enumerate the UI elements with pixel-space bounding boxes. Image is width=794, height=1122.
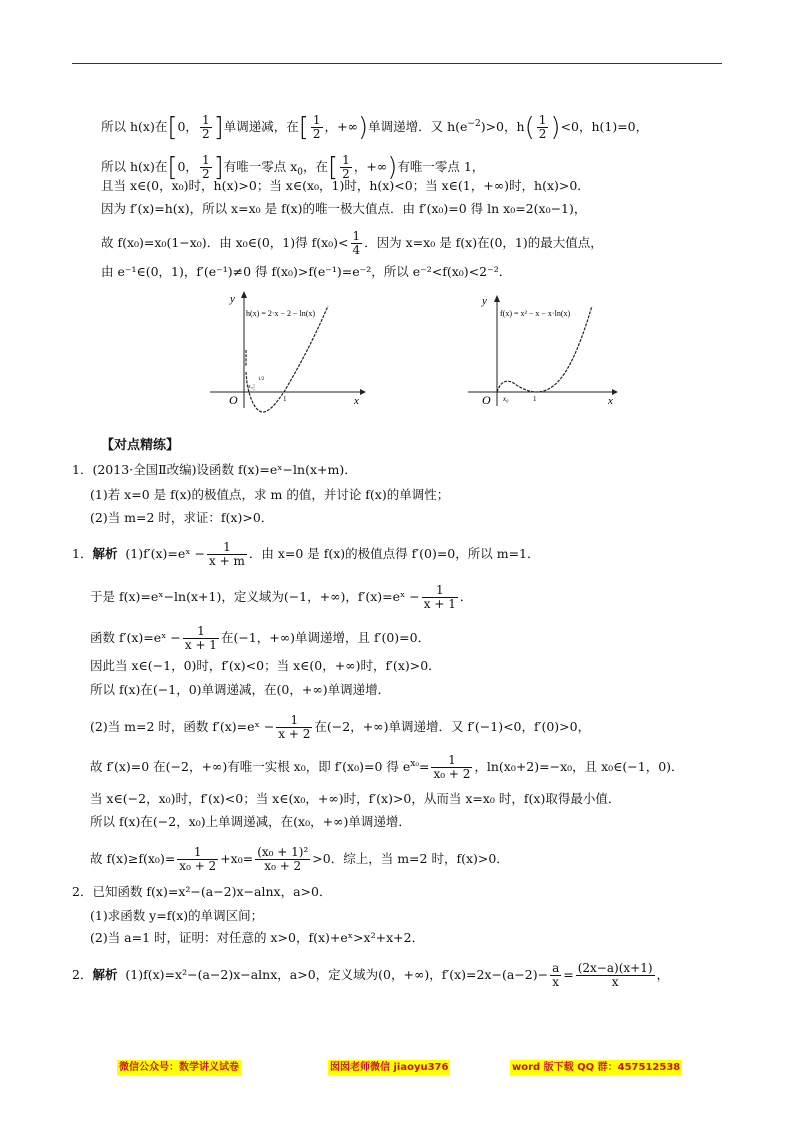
text-line: 所以 h(x)在[0， $\frac{1}{2}$ ]有唯一零点 $x_0$，在[ $\frac{1}{2}$ ，+∞)有唯一零点 1， xyxy=(101,152,485,183)
footer-qq-group: word 版下载 QQ 群：457512538 xyxy=(512,1062,681,1073)
text: >0．综上，当 m=2 时，f(x)>0． xyxy=(312,851,509,866)
text: 在(−2，+∞)单调递增．又 f′(−1)<0，f′(0)>0， xyxy=(314,719,591,734)
text: ， xyxy=(656,967,670,982)
header-rule xyxy=(72,63,722,64)
problem-1-part-2: (2)当 m=2 时，求证：f(x)>0． xyxy=(90,510,274,525)
fraction: $\frac{1}{\text{x₀ + 2}}$ xyxy=(179,845,217,873)
origin-label: O xyxy=(229,393,238,407)
fraction: $\frac{1}{\text{x₀ + 2}}$ xyxy=(433,753,471,781)
curve xyxy=(497,306,592,392)
footer-teacher: 囡囡老师微信 jiaoyu376 xyxy=(330,1062,449,1073)
x-label: x xyxy=(608,395,613,407)
solution-label: 解析 xyxy=(92,546,118,561)
bracket: ) xyxy=(550,112,561,143)
solution-1-line: 当 x∈(−2，x₀)时，f′(x)<0；当 x∈(x₀，+∞)时，f′(x)>0，从而当 x=x₀ 时，f(x)取得最小值． xyxy=(90,791,621,806)
solution-1-line xyxy=(90,625,430,652)
bracket: [ xyxy=(298,112,309,143)
text: 所以 h(x)在 xyxy=(101,159,168,174)
one-label: 1 xyxy=(283,395,287,403)
fraction: $\frac{1}{2}$ xyxy=(342,153,350,181)
text: 2． xyxy=(72,967,93,982)
solution-1-line xyxy=(90,846,509,873)
text: = xyxy=(563,967,574,982)
bracket: [ xyxy=(328,152,339,183)
problem-1: 1．(2013·全国Ⅱ改编)设函数 f(x)=eˣ−ln(x+m)． xyxy=(72,462,357,477)
text-line: 由 e⁻¹∈(0，1)，f′(e⁻¹)≠0 得 f(x₀)>f(e⁻¹)=e⁻²，所以 e⁻²<f(x₀)<2⁻²． xyxy=(101,264,512,279)
solution-1-line: 所以 f(x)在(−1，0)单调递减，在(0，+∞)单调递增． xyxy=(90,682,391,697)
graph-f xyxy=(460,288,630,418)
text: ，在 xyxy=(303,159,329,174)
problem-2: 2．已知函数 f(x)=x²−(a−2)x−alnx，a>0． xyxy=(72,884,332,899)
text: 单调递增．又 h(e xyxy=(368,119,468,134)
text: +x₀= xyxy=(220,851,254,866)
text: 单调递减，在 xyxy=(223,119,299,134)
section-heading: 【对点精练】 xyxy=(101,438,180,453)
x-axis-arrow-icon xyxy=(360,389,366,395)
text: (1)f′(x)=eˣ − xyxy=(125,546,206,561)
text: 所以 h(x)在 xyxy=(101,119,168,134)
text: 有唯一零点 1， xyxy=(397,159,485,174)
footer-wechat: 微信公众号：数学讲义试卷 xyxy=(119,1062,239,1073)
text: = xyxy=(418,759,430,774)
bracket: ) xyxy=(387,152,398,183)
fraction: $\frac{1}{x + m}$ xyxy=(209,540,245,568)
footer-banner xyxy=(0,1060,794,1076)
solution-1-line xyxy=(90,754,684,781)
math: 0， xyxy=(177,159,198,174)
fraction: $\frac{1}{x + 1}$ xyxy=(423,583,456,611)
fraction: $\frac{(2x-a)(x+1)}{x}$ xyxy=(577,961,653,989)
x-axis-arrow-icon xyxy=(612,389,618,395)
fraction: $\frac{1}{x + 2}$ xyxy=(278,713,311,741)
fraction: $\frac{1}{4}$ xyxy=(352,229,361,257)
problem-2-part-2: (2)当 a=1 时，证明：对任意的 x>0，f(x)+eˣ>x²+x+2． xyxy=(90,930,425,945)
text: ． xyxy=(459,589,473,604)
x-label: x xyxy=(354,395,359,407)
solution-1-line: 因此当 x∈(−1，0)时，f′(x)<0；当 x∈(0，+∞)时，f′(x)>0． xyxy=(90,658,441,673)
text: )>0，h xyxy=(480,119,525,134)
fraction: $\frac{\text{(x₀ + 1)²}}{\text{x₀ + 2}}$ xyxy=(257,845,309,873)
y-label: y xyxy=(482,295,487,307)
math: +∞ xyxy=(366,159,388,174)
solution-1-line xyxy=(90,584,472,611)
fraction: $\frac{1}{2}$ xyxy=(201,113,210,141)
math: 0， xyxy=(177,119,198,134)
curve xyxy=(246,306,328,412)
half-label: 1/2 xyxy=(258,377,265,382)
function-label: f(x) = x² − x − x·ln(x) xyxy=(500,309,571,318)
text: 于是 f(x)=eˣ−ln(x+1)，定义域为(−1，+∞)，f′(x)=eˣ − xyxy=(90,589,420,604)
text-line: 所以 h(x)在[0， $\frac{1}{2}$ ]单调递减，在[ $\frac{1}{2}$ ，+∞)单调递增．又 $h(e^{-2})>0$，h( $\frac{1}{2}$ )<0，h(1)=0， xyxy=(101,112,649,143)
solution-1-line xyxy=(72,541,540,568)
text: 在(−1，+∞)单调递增，且 f′(0)=0． xyxy=(220,630,431,645)
fraction: $\frac{1}{x + 1}$ xyxy=(184,624,217,652)
problem-2-part-1: (1)求函数 y=f(x)的单调区间； xyxy=(90,908,264,923)
text: 有唯一零点 x xyxy=(223,159,298,174)
solution-1-line xyxy=(90,714,590,741)
function-label: h(x) = 2·x − 2 − ln(x) xyxy=(246,309,316,318)
fraction: $\frac{1}{2}$ xyxy=(538,113,547,141)
bracket: ( xyxy=(524,112,535,143)
bracket: ] xyxy=(213,152,224,183)
text: 故 f′(x)=0 在(−2，+∞)有唯一实根 x₀，即 f′(x₀)=0 得 e xyxy=(90,759,411,774)
subscript: 0 xyxy=(297,167,303,178)
origin-label: O xyxy=(482,393,491,407)
bracket: ) xyxy=(357,112,369,143)
text: 函数 f′(x)=eˣ − xyxy=(90,630,181,645)
text-line: 因为 f′(x)=h(x)，所以 x=x₀ 是 f(x)的唯一极大值点．由 f′(x₀)=0 得 ln x₀=2(x₀−1)， xyxy=(101,201,587,216)
text: ．因为 x=x₀ 是 f(x)在(0，1)的最大值点， xyxy=(364,235,603,250)
problem-1-part-1: (1)若 x=0 是 f(x)的极值点，求 m 的值，并讨论 f(x)的单调性； xyxy=(90,487,450,502)
superscript: x₀ xyxy=(410,758,419,769)
graph-h xyxy=(200,288,370,418)
x0-label: x₀ xyxy=(248,384,253,390)
text-line: 且当 x∈(0，x₀)时，h(x)>0；当 x∈(x₀，1)时，h(x)<0；当 x∈(1，+∞)时，h(x)>0． xyxy=(101,178,590,193)
superscript: −2 xyxy=(467,118,481,129)
text: <0，h(1)=0， xyxy=(560,119,649,134)
x0-label: x₀ xyxy=(503,395,509,403)
y-axis-arrow-icon xyxy=(494,295,500,302)
text-line xyxy=(101,230,603,257)
text: 故 f(x₀)=x₀(1−x₀)．由 x₀∈(0，1)得 f(x₀)< xyxy=(101,235,349,250)
y-label: y xyxy=(230,293,235,305)
text: ．由 x=0 是 f(x)的极值点得 f′(0)=0，所以 m=1． xyxy=(248,546,540,561)
text: 1． xyxy=(72,546,93,561)
text: ，ln(x₀+2)=−x₀，且 x₀∈(−1，0)． xyxy=(474,759,684,774)
fraction: $\frac{a}{x}$ xyxy=(552,961,560,989)
y-axis-arrow-icon xyxy=(241,291,247,298)
fraction: $\frac{1}{2}$ xyxy=(312,113,321,141)
fraction: $\frac{1}{2}$ xyxy=(201,153,210,181)
text: (2)当 m=2 时，函数 f′(x)=eˣ − xyxy=(90,719,275,734)
text: 故 f(x)≥f(x₀)= xyxy=(90,851,176,866)
solution-2-line xyxy=(72,962,669,989)
bracket: [ xyxy=(167,112,178,143)
bracket: ] xyxy=(213,112,224,143)
text: (1)f(x)=x²−(a−2)x−alnx，a>0，定义域为(0，+∞)，f′(x)=2x−(a−2)− xyxy=(125,967,549,982)
bracket: [ xyxy=(167,152,178,183)
one-label: 1 xyxy=(533,395,537,403)
solution-label: 解析 xyxy=(92,967,118,982)
solution-1-line: 所以 f(x)在(−2，x₀)上单调递减，在(x₀，+∞)单调递增． xyxy=(90,814,411,829)
math: +∞ xyxy=(337,119,358,134)
